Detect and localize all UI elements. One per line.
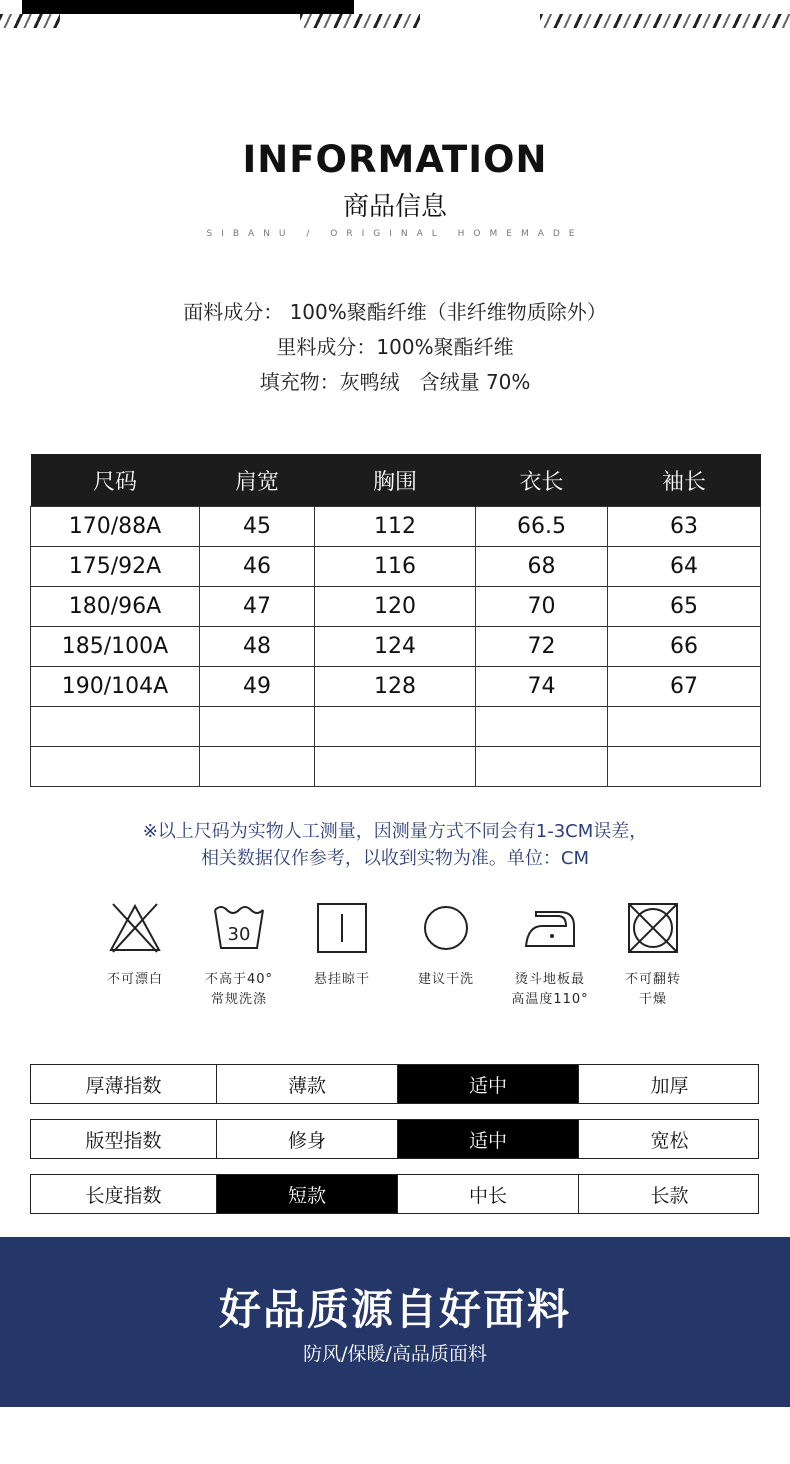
care-label: 高温度110°	[511, 992, 589, 1007]
table-cell: 48	[200, 627, 315, 667]
header-size: 尺码	[31, 454, 200, 507]
table-row	[31, 547, 761, 587]
index-option: 薄款	[217, 1065, 398, 1103]
quality-banner	[0, 1237, 790, 1407]
table-cell: 190/104A	[31, 667, 200, 707]
photo-fragment	[540, 14, 790, 28]
index-label: 版型指数	[31, 1120, 217, 1158]
table-cell: 180/96A	[31, 587, 200, 627]
table-cell: 68	[476, 547, 608, 587]
no-bleach-icon	[107, 900, 163, 956]
material-filling: 填充物：灰鸭绒 含绒量 70%	[259, 370, 531, 394]
index-option: 修身	[217, 1120, 398, 1158]
table-cell: 46	[200, 547, 315, 587]
brand-tagline: SIBANU / ORIGINAL HOMEMADE	[206, 229, 584, 239]
index-row	[30, 1174, 759, 1214]
table-cell: 72	[476, 627, 608, 667]
no-tumble-dry-icon	[625, 900, 681, 956]
care-label: 不可翻转	[624, 972, 681, 987]
care-iron	[500, 900, 600, 1010]
care-wash	[189, 900, 289, 1010]
wash-30-icon	[211, 900, 267, 956]
index-row	[30, 1064, 759, 1104]
material-shell: 面料成分： 100%聚酯纤维（非纤维物质除外）	[183, 300, 607, 324]
header-sleeve: 袖长	[608, 454, 761, 507]
index-label: 厚薄指数	[31, 1065, 217, 1103]
index-option: 短款	[217, 1175, 398, 1213]
care-no-tumble	[603, 900, 703, 1010]
top-photo-strip	[0, 0, 790, 30]
table-cell: 67	[608, 667, 761, 707]
banner-headline: 好品质源自好面料	[218, 1285, 571, 1334]
table-cell: 124	[315, 627, 476, 667]
index-row	[30, 1119, 759, 1159]
table-cell: 47	[200, 587, 315, 627]
care-label: 建议干洗	[417, 972, 474, 987]
table-row	[31, 667, 761, 707]
material-lining: 里料成分：100%聚酯纤维	[276, 335, 514, 359]
dry-clean-icon	[418, 900, 474, 956]
table-cell: 63	[608, 507, 761, 547]
index-option: 长款	[650, 1184, 689, 1207]
table-cell: 45	[200, 507, 315, 547]
table-cell	[476, 747, 608, 787]
table-cell: 74	[476, 667, 608, 707]
photo-fragment	[0, 14, 60, 28]
table-cell: 64	[608, 547, 761, 587]
table-row	[31, 707, 761, 747]
table-cell: 70	[476, 587, 608, 627]
table-cell	[31, 707, 200, 747]
index-option: 适中	[398, 1120, 579, 1158]
table-cell	[608, 747, 761, 787]
index-label: 长度指数	[31, 1175, 217, 1213]
table-cell: 120	[315, 587, 476, 627]
table-cell	[200, 707, 315, 747]
index-option: 宽松	[650, 1129, 689, 1152]
table-cell: 170/88A	[31, 507, 200, 547]
care-label: 悬挂晾干	[313, 972, 370, 987]
index-option: 适中	[398, 1065, 579, 1103]
size-table	[30, 454, 761, 787]
care-label: 干燥	[638, 992, 667, 1007]
care-label: 不高于40°	[204, 972, 274, 987]
table-cell	[31, 747, 200, 787]
hang-dry-icon	[314, 900, 370, 956]
top-dark-block	[22, 0, 354, 14]
size-table-header	[31, 454, 761, 507]
table-cell: 66	[608, 627, 761, 667]
care-hang-dry	[292, 900, 392, 990]
table-cell: 65	[608, 587, 761, 627]
header-shoulder: 肩宽	[200, 454, 315, 507]
measurement-note: 相关数据仅作参考，以收到实物为准。单位：CM	[200, 848, 590, 869]
table-cell: 112	[315, 507, 476, 547]
header-chest: 胸围	[315, 454, 476, 507]
table-cell: 185/100A	[31, 627, 200, 667]
measurement-note: ※以上尺码为实物人工测量，因测量方式不同会有1-3CM误差，	[142, 821, 648, 842]
care-label: 常规洗涤	[210, 992, 267, 1007]
table-row	[31, 627, 761, 667]
care-no-bleach	[85, 900, 185, 990]
section-title: INFORMATION	[242, 138, 548, 181]
table-cell	[315, 707, 476, 747]
iron-low-icon	[522, 900, 578, 956]
index-option: 中长	[398, 1175, 579, 1213]
table-row	[31, 747, 761, 787]
photo-fragment	[300, 14, 420, 28]
table-row	[31, 507, 761, 547]
care-label: 不可漂白	[106, 972, 163, 987]
table-cell: 66.5	[476, 507, 608, 547]
care-label: 烫斗地板最	[514, 972, 585, 987]
table-row	[31, 587, 761, 627]
table-cell	[200, 747, 315, 787]
section-subtitle: 商品信息	[342, 192, 447, 222]
care-dry-clean	[396, 900, 496, 990]
table-cell	[476, 707, 608, 747]
table-cell: 116	[315, 547, 476, 587]
index-option: 加厚	[650, 1074, 689, 1097]
table-cell: 49	[200, 667, 315, 707]
wash-temp-text: 30	[227, 924, 251, 945]
table-cell: 175/92A	[31, 547, 200, 587]
table-cell: 128	[315, 667, 476, 707]
table-cell	[315, 747, 476, 787]
table-cell	[608, 707, 761, 747]
banner-subline: 防风/保暖/高品质面料	[303, 1343, 487, 1365]
header-length: 衣长	[476, 454, 608, 507]
